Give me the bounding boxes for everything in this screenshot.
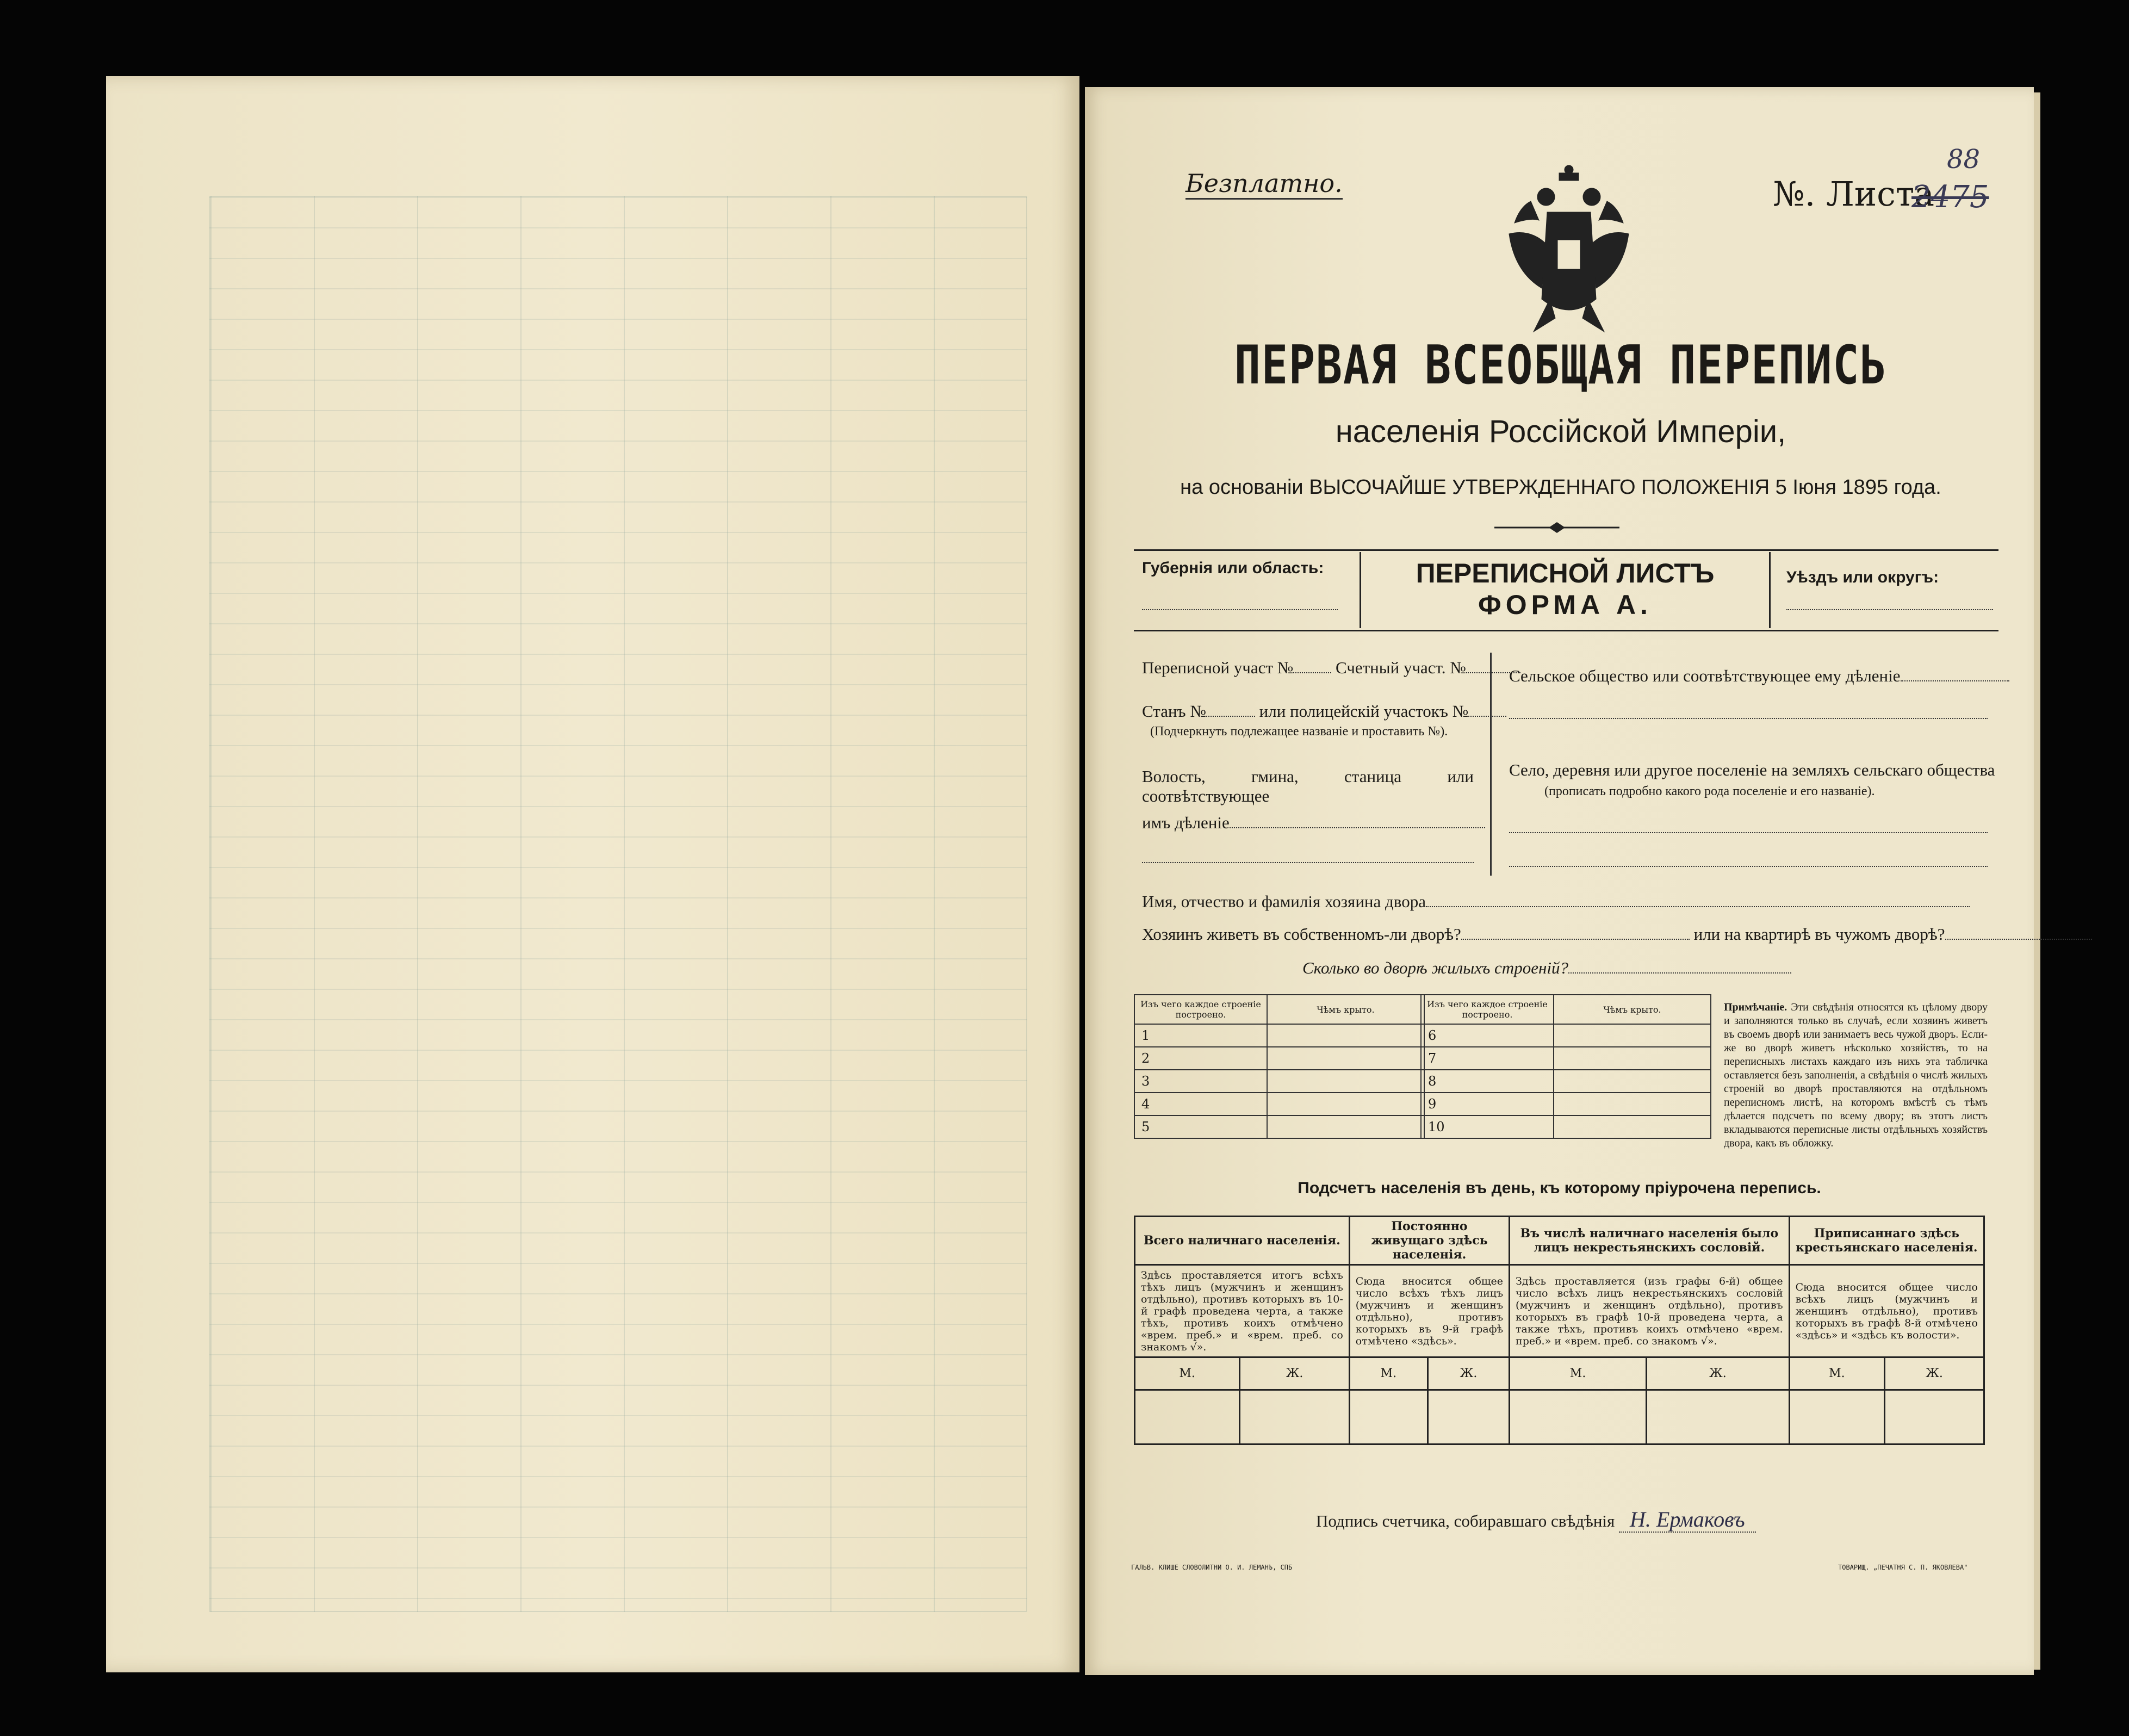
rural-society-label: Сельское общество или соотвѣтствующее ему дѣленіе xyxy=(1509,666,1901,685)
police-district-field[interactable] xyxy=(1468,716,1506,717)
sheet-title: ПЕРЕПИСНОЙ ЛИСТЪ xyxy=(1416,558,1715,588)
stan-field[interactable] xyxy=(1206,716,1255,717)
table-row xyxy=(1421,1070,1711,1093)
buildings-count-field[interactable] xyxy=(1568,972,1791,974)
column-description: Сюда вносится общее число всѣхъ лицъ (мужчинъ и женщинъ отдѣльно), противъ которыхъ въ графѣ 8-й отмѣчено «здѣсь» и «здѣсь къ волости». xyxy=(1789,1265,1984,1357)
row-number: 3 xyxy=(1134,1070,1267,1093)
row-number: 4 xyxy=(1134,1093,1267,1115)
stan-label: Станъ № xyxy=(1142,702,1206,721)
count-cell[interactable] xyxy=(1135,1390,1240,1444)
village-field-1[interactable] xyxy=(1509,832,1988,833)
table-row xyxy=(1421,1115,1711,1138)
sheet-number-label: №. Листа xyxy=(1773,174,1935,214)
table-row xyxy=(1134,1115,1424,1138)
population-table xyxy=(1134,1216,1985,1445)
form-title: ПЕРВАЯ ВСЕОБЩАЯ ПЕРЕПИСЬ xyxy=(1234,334,1888,396)
uezd-label: Уѣздъ или округъ: xyxy=(1786,568,1939,586)
table-row xyxy=(1135,1390,1984,1444)
ornament-divider-icon xyxy=(1494,519,1619,536)
village-note: (прописать подробно какого рода поселеніе и его названіе). xyxy=(1544,784,1875,798)
female-header: Ж. xyxy=(1240,1357,1349,1390)
buildings-question: Сколько во дворѣ жилыхъ строеній? xyxy=(1302,958,1568,977)
stan-row xyxy=(1142,702,1506,721)
imprint-right: ТОВАРИЩ. „ПЕЧАТНЯ С. П. ЯКОВЛЕВА" xyxy=(1838,1564,1968,1571)
underline-note: (Подчеркнуть подлежащее названіе и проставить №). xyxy=(1150,724,1448,739)
table-row xyxy=(1134,1070,1424,1093)
table-row xyxy=(1421,1093,1711,1115)
census-district-row xyxy=(1142,658,1520,678)
female-header: Ж. xyxy=(1427,1357,1509,1390)
column-description: Сюда вносится общее число всѣхъ тѣхъ лицъ (мужчинъ и женщинъ отдѣльно), противъ которыхъ въ 9-й графѣ отмѣчено «здѣсь». xyxy=(1349,1265,1509,1357)
roof-header: Чѣмъ крыто. xyxy=(1267,995,1424,1024)
signature-handwritten: Н. Ермаковъ xyxy=(1619,1507,1756,1533)
census-district-field[interactable] xyxy=(1293,672,1331,673)
roof-cell[interactable] xyxy=(1267,1024,1424,1047)
material-header: Изъ чего каждое строеніе построено. xyxy=(1134,995,1267,1024)
volost-field[interactable] xyxy=(1230,827,1485,828)
roof-cell[interactable] xyxy=(1554,1047,1711,1070)
double-headed-eagle-emblem-icon xyxy=(1498,163,1640,343)
census-district-label: Переписной участ № xyxy=(1142,658,1294,677)
table-row xyxy=(1421,1024,1711,1047)
rural-society-field[interactable] xyxy=(1901,680,2009,681)
note-title: Примѣчаніе. xyxy=(1724,1001,1787,1013)
table-row xyxy=(1134,1047,1424,1070)
counting-district-label: Счетный участ. № xyxy=(1336,658,1466,677)
signature-label: Подпись счетчика, собиравшаго свѣдѣнія xyxy=(1316,1511,1615,1530)
free-label: Безплатно. xyxy=(1185,169,1343,200)
column-header: Въ числѣ наличнаго населенія было лицъ некрестьянскихъ сословій. xyxy=(1510,1217,1790,1265)
sheet-number-handwritten: 2475 xyxy=(1911,179,1989,215)
volost-label: Волость, гмина, станица или соотвѣтствующее xyxy=(1142,767,1474,805)
population-title: Подсчетъ населенія въ день, къ которому пріурочена перепись. xyxy=(1298,1179,1821,1197)
roof-cell[interactable] xyxy=(1554,1115,1711,1138)
note-text: Эти свѣдѣнія относятся къ цѣлому двору и заполняются только въ случаѣ, если хозяинъ живетъ въ своемъ дворѣ или занимаетъ весь чужой дворъ. Если-же во дворѣ живетъ нѣсколько хозяйствъ, то на переписныхъ листахъ каждаго изъ нихъ эта табличка оставляется безъ заполненія, а свѣдѣнія о числѣ жилыхъ строеній во дворѣ проставляются на отдѣльномъ переписномъ листѣ, на которомъ вмѣстѣ съ тѣмъ дѣлается подсчетъ по всему двору; въ этотъ листъ вкладываются переписные листы отдѣльныхъ хозяйствъ двора, какъ въ обложку. xyxy=(1724,1001,1988,1149)
apartment-field[interactable] xyxy=(1945,939,2092,940)
column-header: Постоянно живущаго здѣсь населенія. xyxy=(1349,1217,1509,1265)
gubernia-field[interactable] xyxy=(1142,609,1338,610)
imprint-left: ГАЛЬВ. КЛИШЕ СЛОВОЛИТНИ О. И. ЛЕМАНЪ, СПБ xyxy=(1131,1564,1293,1571)
buildings-question-row xyxy=(1302,958,1791,978)
sheet-number-handwritten-top: 88 xyxy=(1947,144,1981,175)
count-cell[interactable] xyxy=(1885,1390,1984,1444)
row-number: 5 xyxy=(1134,1115,1267,1138)
form-subtitle: населенія Россійской Имперіи, xyxy=(1335,414,1786,449)
column-header: Приписаннаго здѣсь крестьянскаго населенія. xyxy=(1789,1217,1984,1265)
column-description: Здѣсь проставляется итогъ всѣхъ тѣхъ лицъ (мужчинъ и женщинъ отдѣльно), противъ которыхъ въ 10-й графѣ проведена черта, а также тѣхъ, противъ коихъ отмѣчено «врем. преб.» и «врем. преб. со знакомъ √». xyxy=(1135,1265,1350,1357)
material-header: Изъ чего каждое строеніе построено. xyxy=(1421,995,1554,1024)
table-row xyxy=(1421,1047,1711,1070)
table-row xyxy=(1134,1024,1424,1047)
signature-row xyxy=(1316,1506,1756,1532)
male-header: М. xyxy=(1349,1357,1427,1390)
female-header: Ж. xyxy=(1647,1357,1790,1390)
volost-label-2: имъ дѣленіе xyxy=(1142,813,1230,832)
roof-cell[interactable] xyxy=(1554,1070,1711,1093)
buildings-table-left xyxy=(1134,994,1425,1139)
roof-header: Чѣмъ крыто. xyxy=(1554,995,1711,1024)
page-edge xyxy=(2034,92,2040,1670)
row-number: 2 xyxy=(1134,1047,1267,1070)
police-district-label: или полицейскій участокъ № xyxy=(1259,702,1469,721)
female-header: Ж. xyxy=(1885,1357,1984,1390)
male-header: М. xyxy=(1789,1357,1884,1390)
roof-cell[interactable] xyxy=(1267,1047,1424,1070)
volost-field-2[interactable] xyxy=(1142,862,1474,863)
column-description: Здѣсь проставляется (изъ графы 6-й) общее число всѣхъ лицъ некрестьянскихъ сословій (мужчинъ и женщинъ отдѣльно), противъ которыхъ въ графѣ 10-й проведена черта, а также тѣхъ, противъ коихъ отмѣчено «врем. преб.» и «врем. преб. со знакомъ √». xyxy=(1510,1265,1790,1357)
owner-lives-field[interactable] xyxy=(1461,939,1690,940)
row-number: 6 xyxy=(1421,1024,1554,1047)
count-cell[interactable] xyxy=(1789,1390,1884,1444)
count-cell[interactable] xyxy=(1427,1390,1509,1444)
roof-cell[interactable] xyxy=(1267,1093,1424,1115)
buildings-table-right xyxy=(1420,994,1711,1139)
count-cell[interactable] xyxy=(1647,1390,1790,1444)
note-block xyxy=(1724,1001,1988,1150)
owner-lives-label: Хозяинъ живетъ въ собственномъ-ли дворѣ? xyxy=(1142,925,1461,944)
rural-society-field-2[interactable] xyxy=(1509,718,1988,719)
count-cell[interactable] xyxy=(1510,1390,1647,1444)
owner-name-row xyxy=(1142,892,1970,912)
row-number: 1 xyxy=(1134,1024,1267,1047)
owner-name-label: Имя, отчество и фамилія хозяина двора xyxy=(1142,892,1426,911)
legal-basis: на основаніи ВЫСОЧАЙШЕ УТВЕРЖДЕННАГО ПОЛОЖЕНІЯ 5 Іюня 1895 года. xyxy=(1180,476,1941,499)
count-cell[interactable] xyxy=(1240,1390,1349,1444)
volost-row xyxy=(1142,813,1485,833)
village-label: Село, деревня или другое поселеніе на земляхъ сельскаго общества xyxy=(1509,760,1995,779)
male-header: М. xyxy=(1135,1357,1240,1390)
left-page xyxy=(106,76,1079,1672)
roof-cell[interactable] xyxy=(1554,1024,1711,1047)
row-number: 8 xyxy=(1421,1070,1554,1093)
gubernia-label: Губернія или область: xyxy=(1142,559,1324,577)
form-label: ФОРМА А. xyxy=(1478,590,1652,620)
owner-name-field[interactable] xyxy=(1426,906,1970,907)
apartment-label: или на квартирѣ въ чужомъ дворѣ? xyxy=(1693,925,1945,944)
count-cell[interactable] xyxy=(1349,1390,1427,1444)
sheet-title-box xyxy=(1360,552,1771,628)
column-header: Всего наличнаго населенія. xyxy=(1135,1217,1350,1265)
left-page-faded-grid xyxy=(209,196,1027,1612)
row-number: 10 xyxy=(1421,1115,1554,1138)
column-divider xyxy=(1490,653,1492,876)
roof-cell[interactable] xyxy=(1267,1070,1424,1093)
row-number: 9 xyxy=(1421,1093,1554,1115)
male-header: М. xyxy=(1510,1357,1647,1390)
rural-society-row xyxy=(1509,666,2009,686)
roof-cell[interactable] xyxy=(1554,1093,1711,1115)
table-row xyxy=(1134,1093,1424,1115)
uezd-field[interactable] xyxy=(1786,609,1993,610)
row-number: 7 xyxy=(1421,1047,1554,1070)
owner-lives-row xyxy=(1142,925,2092,944)
roof-cell[interactable] xyxy=(1267,1115,1424,1138)
village-field-2[interactable] xyxy=(1509,866,1988,867)
